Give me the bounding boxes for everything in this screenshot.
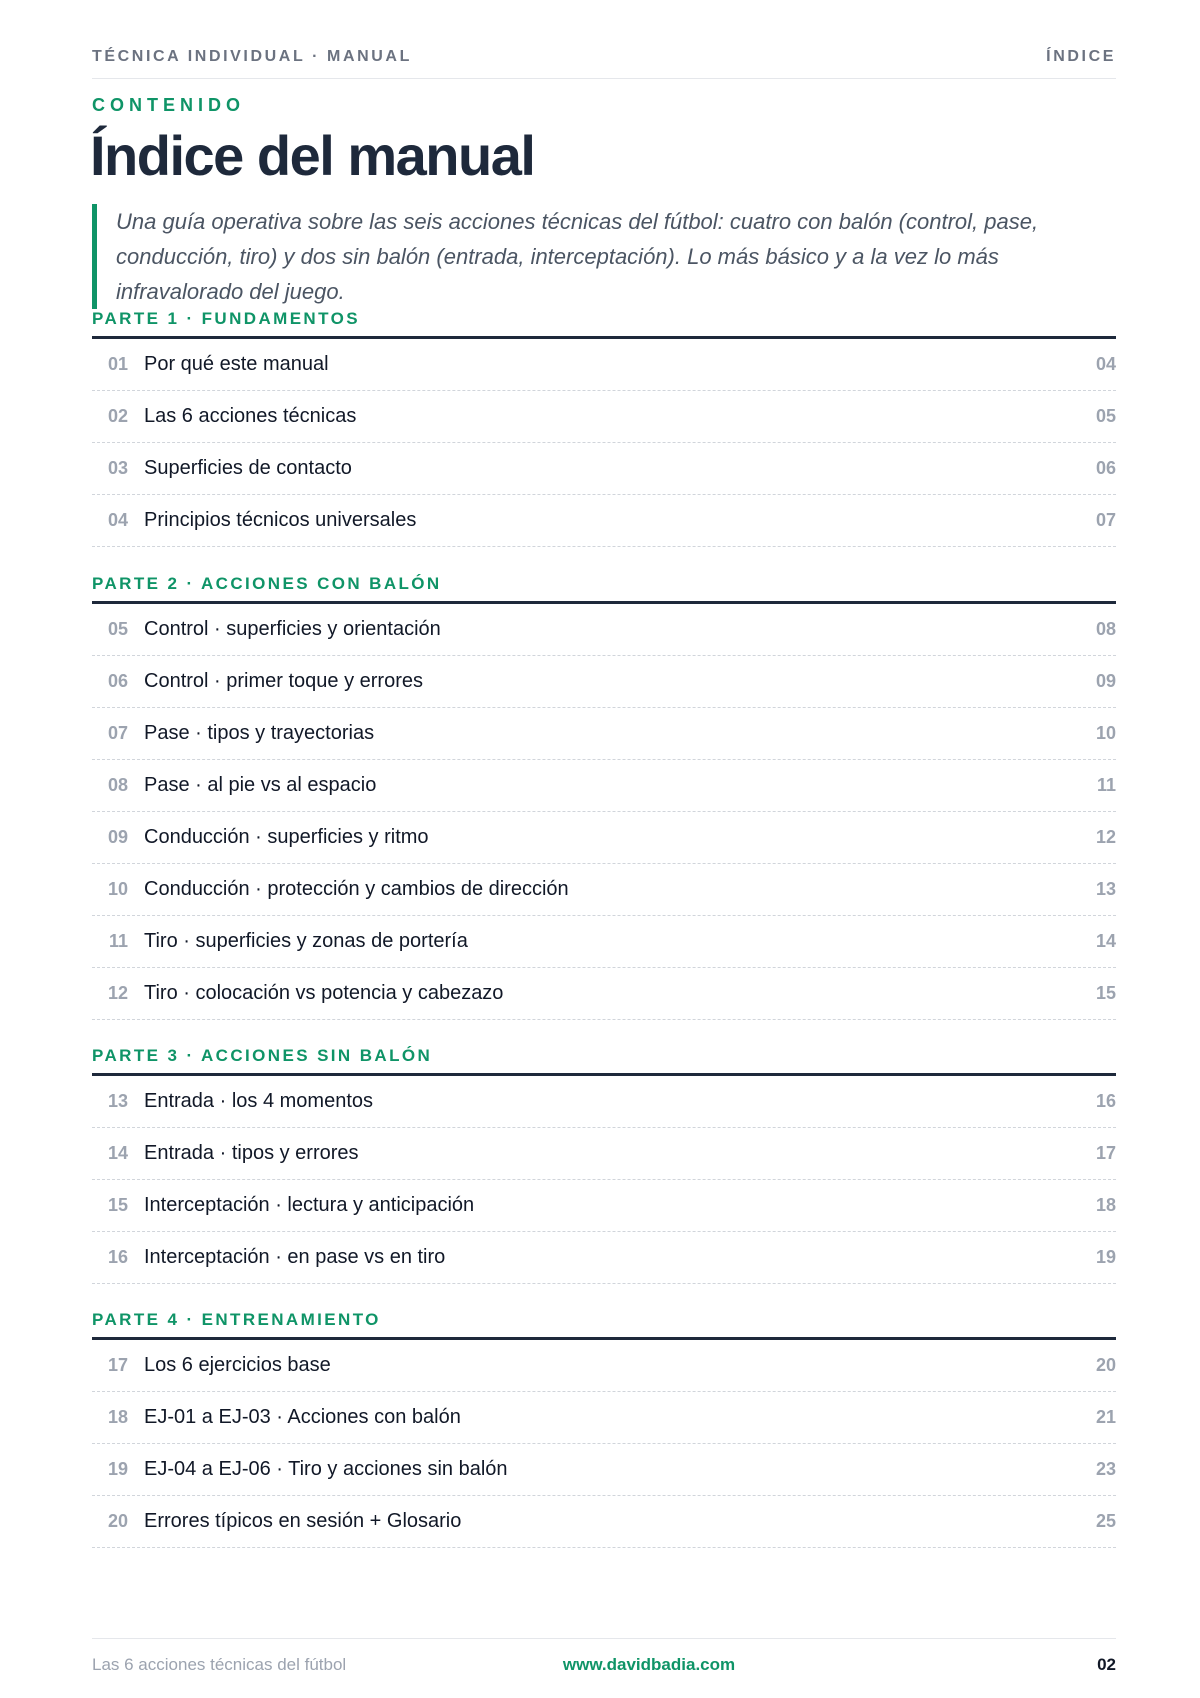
entry-page-number: 23 (1095, 1459, 1116, 1479)
lead-paragraph: Una guía operativa sobre las seis acciones técnicas del fútbol: cuatro con balón (control, pase, conducción, tiro) y dos sin balón (entrada, interceptación). Lo más básico y a la vez lo más infravalorado del juego. (92, 204, 1092, 309)
footer-book-title: Las 6 acciones técnicas del fútbol (92, 1655, 347, 1674)
entry-page-number: 17 (1095, 1143, 1116, 1163)
toc-entry[interactable] (92, 864, 1116, 916)
entry-title: Las 6 acciones técnicas (144, 405, 357, 427)
entry-title: Principios técnicos universales (144, 509, 417, 531)
entry-number: 18 (107, 1407, 128, 1427)
toc-entry[interactable] (92, 1340, 1116, 1392)
entry-page-number: 15 (1095, 983, 1116, 1003)
toc-entry[interactable] (92, 391, 1116, 443)
entry-number: 06 (107, 671, 128, 691)
running-header-title: TÉCNICA INDIVIDUAL · MANUAL (92, 48, 412, 65)
entry-title: Errores típicos en sesión + Glosario (144, 1510, 462, 1532)
entry-page-number: 10 (1095, 723, 1116, 743)
entry-number: 13 (107, 1091, 128, 1111)
toc-entry[interactable] (92, 812, 1116, 864)
entry-page-number: 19 (1095, 1247, 1116, 1267)
toc-entry[interactable] (92, 1392, 1116, 1444)
entry-title: Pase · tipos y trayectorias (144, 722, 375, 744)
entry-page-number: 09 (1095, 671, 1116, 691)
toc-entry[interactable] (92, 916, 1116, 968)
toc-part-2 (92, 574, 1116, 1020)
toc-part-1 (92, 309, 1116, 547)
entry-number: 05 (107, 619, 128, 639)
entry-page-number: 06 (1095, 458, 1116, 478)
part-heading: PARTE 2 · ACCIONES CON BALÓN (92, 574, 1116, 604)
toc-entry[interactable] (92, 760, 1116, 812)
entry-number: 11 (108, 931, 128, 951)
entry-title: Control · primer toque y errores (144, 670, 423, 692)
entry-title: Superficies de contacto (144, 457, 352, 479)
entry-number: 14 (107, 1143, 128, 1163)
entry-title: Entrada · tipos y errores (144, 1142, 359, 1164)
part-heading: PARTE 3 · ACCIONES SIN BALÓN (92, 1046, 1116, 1076)
entry-page-number: 21 (1095, 1407, 1116, 1427)
section-eyebrow: CONTENIDO (92, 95, 245, 115)
entry-page-number: 18 (1095, 1195, 1116, 1215)
part-heading: PARTE 4 · ENTRENAMIENTO (92, 1310, 1116, 1340)
running-header-section: ÍNDICE (1046, 48, 1116, 65)
entry-number: 10 (107, 879, 128, 899)
entry-title: EJ-01 a EJ-03 · Acciones con balón (144, 1406, 461, 1428)
part-heading: PARTE 1 · FUNDAMENTOS (92, 309, 1116, 339)
entry-page-number: 16 (1095, 1091, 1116, 1111)
toc-entry[interactable] (92, 1076, 1116, 1128)
toc-entry[interactable] (92, 1444, 1116, 1496)
entry-page-number: 04 (1095, 354, 1116, 374)
entry-title: Tiro · superficies y zonas de portería (144, 930, 468, 952)
footer-website-link[interactable]: www.davidbadia.com (562, 1655, 736, 1674)
toc-entry[interactable] (92, 495, 1116, 547)
toc-entry[interactable] (92, 604, 1116, 656)
entry-title: Por qué este manual (144, 353, 329, 375)
page-title: Índice del manual (90, 124, 535, 187)
page-footer (92, 1638, 1116, 1675)
toc-entry[interactable] (92, 339, 1116, 391)
entry-title: Los 6 ejercicios base (144, 1354, 331, 1376)
running-header (92, 48, 1116, 79)
footer-page-number: 02 (1097, 1655, 1116, 1674)
entry-title: Pase · al pie vs al espacio (144, 774, 377, 796)
entry-title: Interceptación · en pase vs en tiro (144, 1246, 446, 1268)
toc-entry[interactable] (92, 708, 1116, 760)
entry-title: Tiro · colocación vs potencia y cabezazo (144, 982, 504, 1004)
toc-entry[interactable] (92, 656, 1116, 708)
toc-entry[interactable] (92, 1180, 1116, 1232)
entry-title: EJ-04 a EJ-06 · Tiro y acciones sin balón (144, 1458, 508, 1480)
entry-number: 19 (107, 1459, 128, 1479)
toc-part-4 (92, 1310, 1116, 1548)
entry-page-number: 07 (1095, 510, 1116, 530)
toc-part-3 (92, 1046, 1116, 1284)
entry-page-number: 12 (1095, 827, 1116, 847)
entry-number: 09 (107, 827, 128, 847)
toc-entry[interactable] (92, 1232, 1116, 1284)
entry-number: 04 (107, 510, 128, 530)
toc-entry[interactable] (92, 443, 1116, 495)
entry-number: 02 (107, 406, 128, 426)
entry-number: 01 (107, 354, 128, 374)
entry-title: Interceptación · lectura y anticipación (144, 1194, 475, 1216)
entry-page-number: 20 (1095, 1355, 1116, 1375)
entry-page-number: 25 (1095, 1511, 1116, 1531)
entry-number: 12 (107, 983, 128, 1003)
entry-page-number: 13 (1095, 879, 1116, 899)
entry-number: 03 (107, 458, 128, 478)
entry-number: 08 (107, 775, 128, 795)
entry-page-number: 08 (1095, 619, 1116, 639)
toc-entry[interactable] (92, 1496, 1116, 1548)
entry-number: 07 (107, 723, 128, 743)
entry-title: Entrada · los 4 momentos (144, 1090, 373, 1112)
entry-number: 16 (107, 1247, 128, 1267)
entry-number: 20 (107, 1511, 128, 1531)
entry-page-number: 11 (1096, 775, 1116, 795)
entry-page-number: 05 (1095, 406, 1116, 426)
entry-title: Conducción · protección y cambios de dirección (144, 878, 569, 900)
toc-entry[interactable] (92, 968, 1116, 1020)
entry-number: 15 (107, 1195, 128, 1215)
entry-page-number: 14 (1095, 931, 1116, 951)
entry-title: Conducción · superficies y ritmo (144, 826, 429, 848)
entry-number: 17 (107, 1355, 128, 1375)
toc-entry[interactable] (92, 1128, 1116, 1180)
entry-title: Control · superficies y orientación (144, 618, 441, 640)
